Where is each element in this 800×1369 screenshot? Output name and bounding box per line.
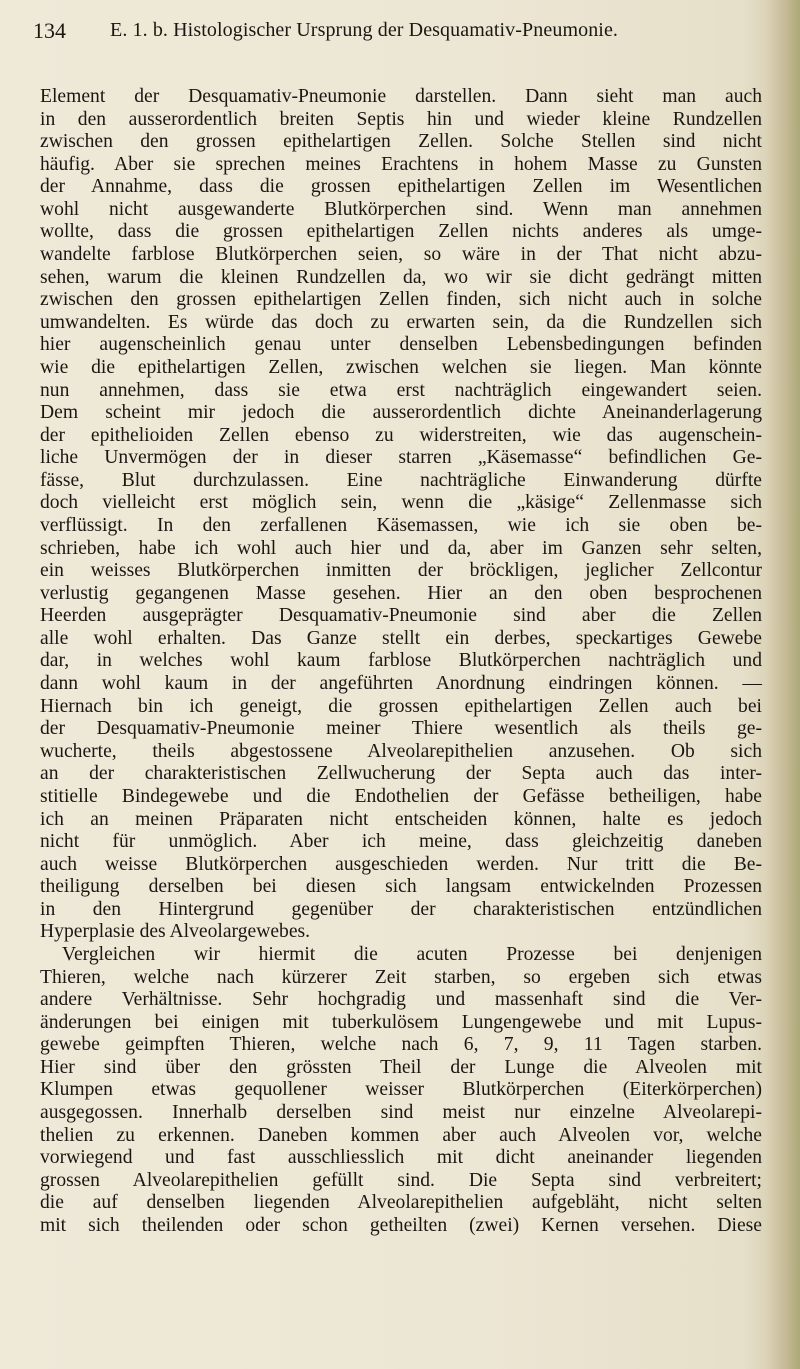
text-line: schrieben, habe ich wohl auch hier und da, aber im Ganzen sehr selten, <box>40 537 762 559</box>
text-line: wandelte farblose Blutkörperchen seien, so wäre in der That nicht abzu- <box>40 244 762 266</box>
text-line: mit sich theilenden oder schon getheilten (zwei) Kernen versehen. Diese <box>40 1214 762 1236</box>
text-line: wucherte, theils abgestossene Alveolarepithelien anzusehen. Ob sich <box>40 740 762 762</box>
page-edge-shadow <box>766 0 800 1369</box>
text-line: der Desquamativ-Pneumonie meiner Thiere wesentlich als theils ge- <box>40 718 762 740</box>
text-line: dann wohl kaum in der angeführten Anordnung eindringen können. — <box>40 673 762 695</box>
text-line: andere Verhältnisse. Sehr hochgradig und massenhaft sind die Ver- <box>40 989 762 1011</box>
text-line: wie die epithelartigen Zellen, zwischen welchen sie liegen. Man könnte <box>40 356 762 378</box>
text-line: gewebe geimpften Thieren, welche nach 6, 7, 9, 11 Tagen starben. <box>40 1034 762 1056</box>
text-line: Hiernach bin ich geneigt, die grossen epithelartigen Zellen auch bei <box>40 695 762 717</box>
text-line: ich an meinen Präparaten nicht entscheiden können, halte es jedoch <box>40 808 762 830</box>
text-line: Hier sind über den grössten Theil der Lunge die Alveolen mit <box>40 1056 762 1078</box>
text-line: Dem scheint mir jedoch die ausserordentlich dichte Aneinanderlagerung <box>40 402 762 424</box>
text-line: änderungen bei einigen mit tuberkulösem Lungengewebe und mit Lupus- <box>40 1011 762 1033</box>
text-line: nun annehmen, dass sie etwa erst nachträglich eingewandert seien. <box>40 379 762 401</box>
text-line: liche Unvermögen der in dieser starren „Käsemasse“ befindlichen Ge- <box>40 447 762 469</box>
text-line: zwischen den grossen epithelartigen Zellen finden, sich nicht auch in solche <box>40 289 762 311</box>
text-line: der Annahme, dass die grossen epithelartigen Zellen im Wesentlichen <box>40 176 762 198</box>
text-line: häufig. Aber sie sprechen meines Erachtens in hohem Masse zu Gunsten <box>40 153 762 175</box>
text-line: wollte, dass die grossen epithelartigen Zellen nichts anderes als umge- <box>40 221 762 243</box>
text-line: thelien zu erkennen. Daneben kommen aber auch Alveolen vor, welche <box>40 1124 762 1146</box>
text-line: in den ausserordentlich breiten Septis hin und wieder kleine Rundzellen <box>40 108 762 130</box>
page-number: 134 <box>33 18 66 43</box>
text-line: nicht für unmöglich. Aber ich meine, dass gleichzeitig daneben <box>40 831 762 853</box>
text-line: Hyperplasie des Alveolargewebes. <box>40 921 311 943</box>
text-line: grossen Alveolarepithelien gefüllt sind. Die Septa sind verbreitert; <box>40 1169 762 1191</box>
text-line: der epithelioiden Zellen ebenso zu widerstreiten, wie das augenschein- <box>40 424 762 446</box>
text-line: in den Hintergrund gegenüber der charakteristischen entzündlichen <box>40 898 762 920</box>
text-line: Heerden ausgeprägter Desquamativ-Pneumonie sind aber die Zellen <box>40 605 762 627</box>
text-line: zwischen den grossen epithelartigen Zellen. Solche Stellen sind nicht <box>40 131 762 153</box>
text-line: ausgegossen. Innerhalb derselben sind meist nur einzelne Alveolarepi- <box>40 1102 762 1124</box>
text-line: sehen, warum die kleinen Rundzellen da, wo wir sie dicht gedrängt mitten <box>40 266 762 288</box>
text-line: doch vielleicht erst möglich sein, wenn die „käsige“ Zellenmasse sich <box>40 492 762 514</box>
text-line: Vergleichen wir hiermit die acuten Prozesse bei denjenigen <box>62 943 762 965</box>
text-line: vorwiegend und fast ausschliesslich mit dicht aneinander liegenden <box>40 1147 762 1169</box>
text-line: Element der Desquamativ-Pneumonie darstellen. Dann sieht man auch <box>40 86 762 107</box>
page-header <box>33 18 753 46</box>
text-line: fässe, Blut durchzulassen. Eine nachträgliche Einwanderung dürfte <box>40 469 762 491</box>
text-line: an der charakteristischen Zellwucherung der Septa auch das inter- <box>40 763 762 785</box>
text-line: alle wohl erhalten. Das Ganze stellt ein derbes, speckartiges Gewebe <box>40 627 762 649</box>
text-line: Thieren, welche nach kürzerer Zeit starben, so ergeben sich etwas <box>40 966 762 988</box>
text-line: stitielle Bindegewebe und die Endothelien der Gefässe betheiligen, habe <box>40 785 762 807</box>
body-text <box>40 86 762 1237</box>
text-line: verlustig gegangenen Masse gesehen. Hier an den oben besprochenen <box>40 582 762 604</box>
text-line: wohl nicht ausgewanderte Blutkörperchen sind. Wenn man annehmen <box>40 198 762 220</box>
text-line: theiligung derselben bei diesen sich langsam entwickelnden Prozessen <box>40 876 762 898</box>
text-line: dar, in welches wohl kaum farblose Blutkörperchen nachträglich und <box>40 650 762 672</box>
text-line: umwandelten. Es würde das doch zu erwarten sein, da die Rundzellen sich <box>40 311 762 333</box>
running-head: E. 1. b. Histologischer Ursprung der Desquamativ-Pneumonie. <box>110 19 619 41</box>
text-line: auch weisse Blutkörperchen ausgeschieden werden. Nur tritt die Be- <box>40 853 762 875</box>
text-line: hier augenscheinlich genau unter denselben Lebensbedingungen befinden <box>40 334 762 356</box>
text-line: Klumpen etwas gequollener weisser Blutkörperchen (Eiterkörperchen) <box>40 1079 762 1101</box>
text-line: verflüssigt. In den zerfallenen Käsemassen, wie ich sie oben be- <box>40 514 762 536</box>
text-line: die auf denselben liegenden Alveolarepithelien aufgebläht, nicht selten <box>40 1192 762 1214</box>
text-line: ein weisses Blutkörperchen inmitten der bröckligen, jeglicher Zellcontur <box>40 560 762 582</box>
